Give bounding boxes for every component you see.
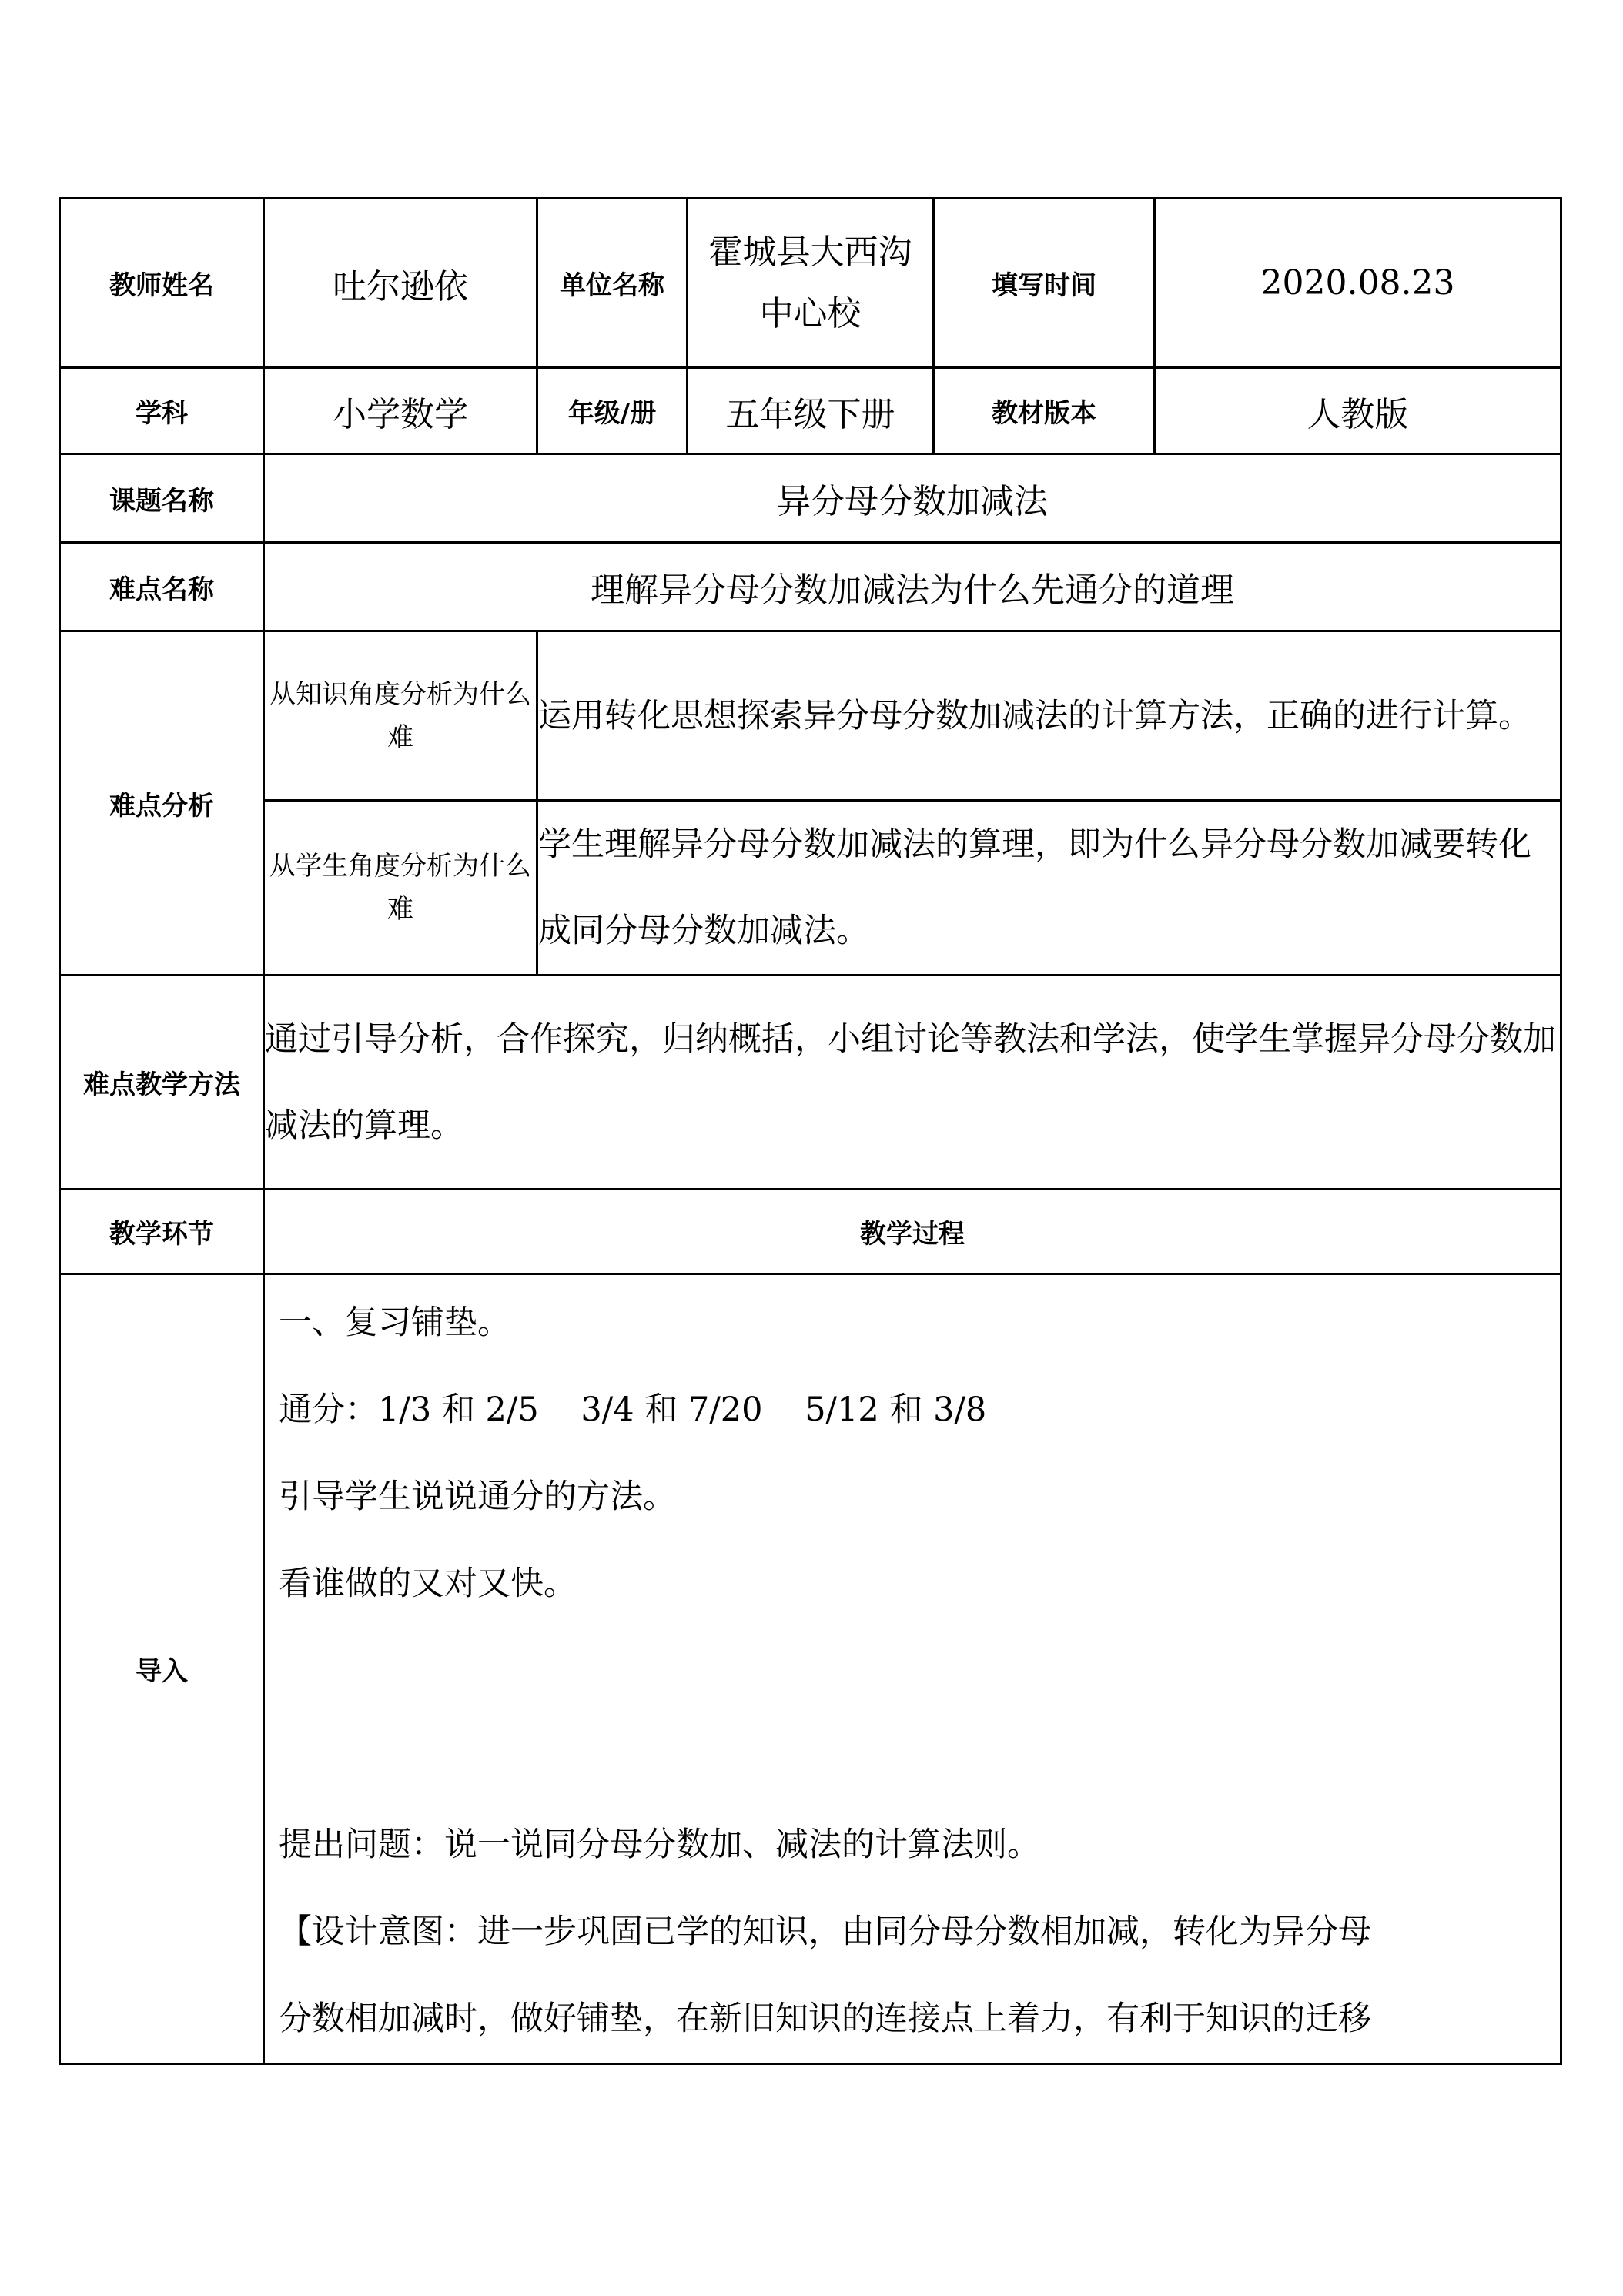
intro-question-line: 提出问题：说一说同分母分数加、减法的计算法则。 [279, 1826, 1040, 1864]
analysis-row-student [60, 801, 1561, 976]
intro-content [264, 1274, 1561, 2064]
subject-value: 小学数学 [264, 368, 537, 454]
edition-label: 教材版本 [934, 368, 1155, 454]
lesson-plan-table [59, 197, 1562, 2065]
teaching-stage-header: 教学环节 [60, 1190, 264, 1274]
grade-label: 年级/册 [537, 368, 688, 454]
student-angle-label: 从学生角度分析为什么难 [264, 801, 537, 976]
analysis-label: 难点分析 [60, 631, 264, 976]
exercise-row-1 [279, 1628, 1549, 1715]
header-row [60, 199, 1561, 368]
intro-row [60, 1274, 1561, 2064]
teaching-process-header: 教学过程 [264, 1190, 1561, 1274]
intro-stage-label: 导入 [60, 1274, 264, 2064]
edition-value: 人教版 [1155, 368, 1561, 454]
topic-value: 异分母分数加减法 [264, 454, 1561, 543]
intro-common-denominator-line: 通分：1/3 和 2/5 3/4 和 7/20 5/12 和 3/8 [279, 1391, 987, 1429]
intro-heading: 一、复习铺垫。 [279, 1304, 510, 1342]
difficulty-row [60, 543, 1561, 631]
method-text: 通过引导分析，合作探究，归纳概括，小组讨论等教法和学法，使学生掌握异分母分数加减法的算理。 [264, 976, 1561, 1190]
subject-row [60, 368, 1561, 454]
fill-date-value: 2020.08.23 [1155, 199, 1561, 368]
topic-label: 课题名称 [60, 454, 264, 543]
intro-guide-line: 引导学生说说通分的方法。 [279, 1478, 676, 1516]
teacher-name-value: 吐尔逊依 [264, 199, 537, 368]
unit-name-value: 霍城县大西沟中心校 [688, 199, 934, 368]
intro-challenge-line: 看谁做的又对又快。 [279, 1565, 577, 1603]
design-intent-line-1: 【设计意图：进一步巩固已学的知识，由同分母分数相加减，转化为异分母 [279, 1913, 1371, 1951]
unit-name-label: 单位名称 [537, 199, 688, 368]
process-header-row [60, 1190, 1561, 1274]
analysis-row-knowledge [60, 631, 1561, 801]
difficulty-value: 理解异分母分数加减法为什么先通分的道理 [264, 543, 1561, 631]
teacher-name-label: 教师姓名 [60, 199, 264, 368]
topic-row [60, 454, 1561, 543]
subject-label: 学科 [60, 368, 264, 454]
grade-value: 五年级下册 [688, 368, 934, 454]
fill-date-label: 填写时间 [934, 199, 1155, 368]
design-intent-line-2: 分数相加减时，做好铺垫，在新旧知识的连接点上着力，有利于知识的迁移 [279, 2000, 1371, 2038]
difficulty-label: 难点名称 [60, 543, 264, 631]
method-row [60, 976, 1561, 1190]
knowledge-angle-text: 运用转化思想探索异分母分数加减法的计算方法，正确的进行计算。 [537, 631, 1561, 801]
knowledge-angle-label: 从知识角度分析为什么难 [264, 631, 537, 801]
student-angle-text: 学生理解异分母分数加减法的算理，即为什么异分母分数加减要转化成同分母分数加减法。 [537, 801, 1561, 976]
method-label: 难点教学方法 [60, 976, 264, 1190]
exercise-row-2 [279, 1715, 1549, 1802]
